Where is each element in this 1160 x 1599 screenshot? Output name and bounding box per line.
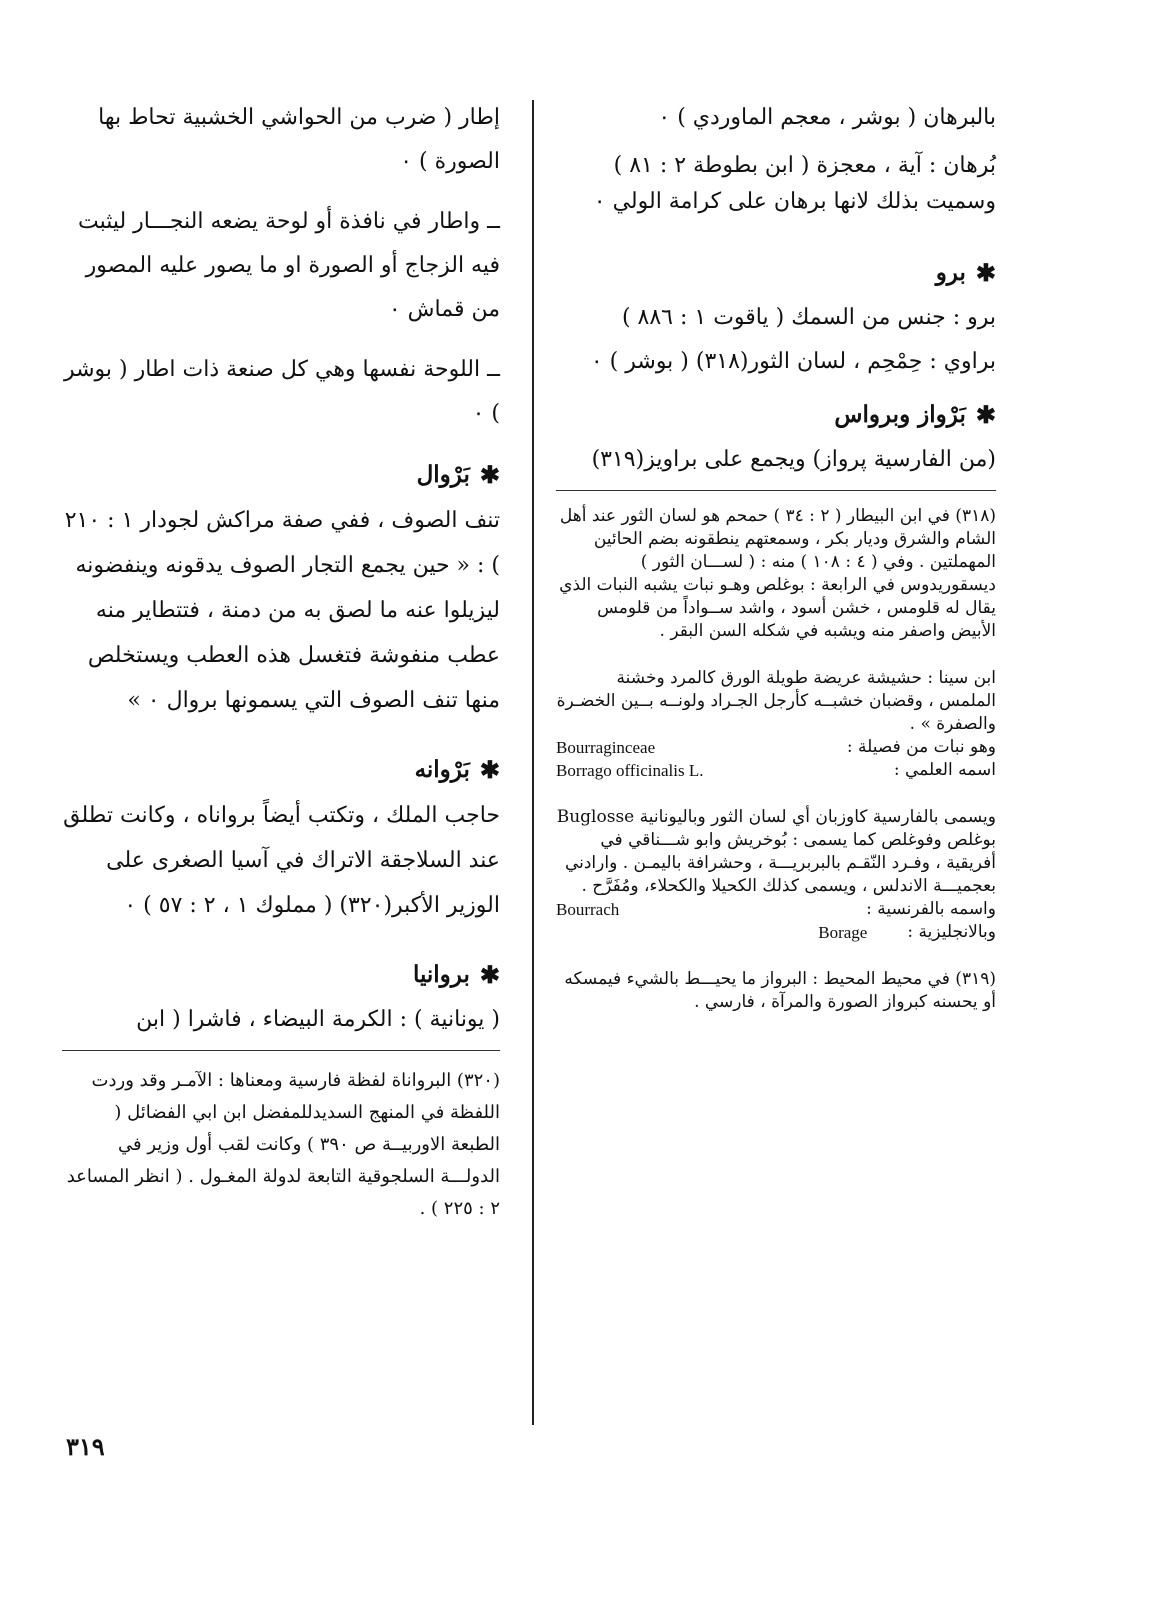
english-name: Borage [818,923,868,942]
left-main-text [62,96,500,1042]
entry-headword-burw [556,250,996,296]
entry-text-burw-1: برو : جنس من السمك ( ياقوت ١ : ٨٨٦ ) [621,305,996,330]
footnote-319: (٣١٩) في محيط المحيط : البرواز ما يحيـــط بالشيء فيمسكه أو يحسنه كبرواز الصورة والمرآة ، فارسي . [564,969,996,1012]
footnote-318-part-a: (٣١٨) في ابن البيطار ( ٢ : ٣٤ ) حمحم هو لسان الثور عند أهل الشام والشرق وديار بكر ، وسمعتهم ينطقونه بضم الحائين المهملتين . وفي ( ٤ : ١٠٨ ) منه : ( لســـان الثور ) ديسقوريدوس في الرابعة : بوغلص وهـو نبات يشبه النبات الذي يقال له قلومس ، خشن أسود ، واشد ســواداً من قلومس الأبيض واصفر منه ويشبه في شكله السن البقر . [559,506,996,641]
asterisk-icon: ✱ [975,400,996,429]
entry-text-barwaz: (من الفارسية پرواز) ويجمع على براويز(٣١٩) [591,447,996,472]
asterisk-icon: ✱ [479,460,500,489]
entry-text-itar-3: ــ اللوحة نفسها وهي كل صنعة ذات اطار ( بوشر ) ٠ [63,357,500,426]
headword: بَرْوال [416,461,470,488]
footnote-318-part-b: ابن سينا : حشيشة عريضة طويلة الورق كالمرد وخشنة الملمس ، وقضبان خشبــه كأرجل الجـراد ولونــه بــين الخضـرة والصفرة » . [556,668,996,734]
family-latin-name: Bourraginceae [556,738,656,757]
right-main-text [556,96,996,482]
column-divider [532,100,534,1425]
left-column [62,96,500,1225]
asterisk-icon: ✱ [479,755,500,784]
right-column [556,96,996,1014]
footnote-318-english-line [556,921,996,944]
headword: برو [935,259,966,286]
entry-text-burhan-cont: بالبرهان ( بوشر ، معجم الماوردي ) ٠ [658,105,996,130]
footnote-rule [556,490,996,491]
footnote-320: (٣٢٠) البرواناة لفظة فارسية ومعناها : الآمـر وقد وردت اللفظة في المنهج السديدللمفضل ابن ابي الفضائل ( الطبعة الاوربيــة ص ٣٩٠ ) وكانت لقب أول وزير في الدولـــة السلجوقية التابعة لدولة المغـول . ( انظر المساعد ٢ : ٢٢٥ ) . [66,1070,500,1219]
entry-headword-barwal [62,452,500,498]
entry-text-burhan: بُرهان : آية ، معجزة ( ابن بطوطة ٢ : ٨١ ) وسميت بذلك لانها برهان على كرامة الولي ٠ [593,153,996,214]
entry-text-barwanah: حاجب الملك ، وتكتب أيضاً برواناه ، وكانت تطلق عند السلاجقة الاتراك في آسيا الصغرى على الوزير الأكبر(٣٢٠) ( مملوك ١ ، ٢ : ٥٧ ) ٠ [63,803,500,918]
entry-headword-barwaniya [62,952,500,998]
entry-text-itar: إطار ( ضرب من الحواشي الخشبية تحاط بها الصورة ) ٠ [98,105,500,174]
left-footnotes [62,1065,500,1225]
entry-headword-barwaz [556,392,996,438]
entry-text-itar-2: ــ واطار في نافذة أو لوحة يضعه النجـــار ليثبت فيه الزجاج أو الصورة او ما يصور عليه المصور من قماش ٠ [77,209,500,322]
asterisk-icon: ✱ [975,258,996,287]
headword: بَرْوانه [414,756,470,783]
footnote-318-french-line [556,898,996,921]
footnote-318-part-c: ويسمى بالفارسية كاوزبان أي لسان الثور وباليونانية Buglosse بوغلص وفوغلص كما يسمى : بُوخريش وابو شـــناقي في أفريقية ، وفـرد النّقـم بالبربريـــة ، وحشرافة باليمـن . وارادني بعجميـــة الاندلس ، ويسمى كذلك الكحيلا والكحلاء، ومُفَرَّح . [556,807,996,896]
french-name: Bourrach [556,900,620,919]
footnote-rule [62,1050,500,1051]
headword: بروانيا [412,961,470,988]
footnote-318-scientific-line [556,759,996,782]
scientific-label: اسمه العلمي : [893,760,996,780]
right-footnotes [556,505,996,1014]
entry-headword-barwanah [62,747,500,793]
entry-text-barwaniya: ( يونانية ) : الكرمة البيضاء ، فاشرا ( ابن [136,1007,500,1032]
family-label: وهو نبات من فصيلة : [846,737,996,757]
french-label: واسمه بالفرنسية : [866,899,996,919]
english-label: وبالانجليزية : [907,922,996,942]
page-number: ٣١٩ [66,1432,105,1461]
headword: بَرْواز وبرواس [834,401,966,428]
scientific-latin-name: Borrago officinalis L. [556,761,704,780]
footnote-318-family-line [556,736,996,759]
entry-text-barwal: تنف الصوف ، ففي صفة مراكش لجودار ١ : ٢١٠ ) : « حين يجمع التجار الصوف يدقونه وينفضونه ليزيلوا عنه ما لصق به من دمنة ، فتتطاير منه عطب منفوشة فتغسل هذه العطب ويستخلص منها تنف الصوف التي يسمونها بروال ٠ » [64,508,500,713]
entry-text-burw-2: براوي : حِمْحِم ، لسان الثور(٣١٨) ( بوشر ) ٠ [590,349,996,374]
asterisk-icon: ✱ [479,960,500,989]
